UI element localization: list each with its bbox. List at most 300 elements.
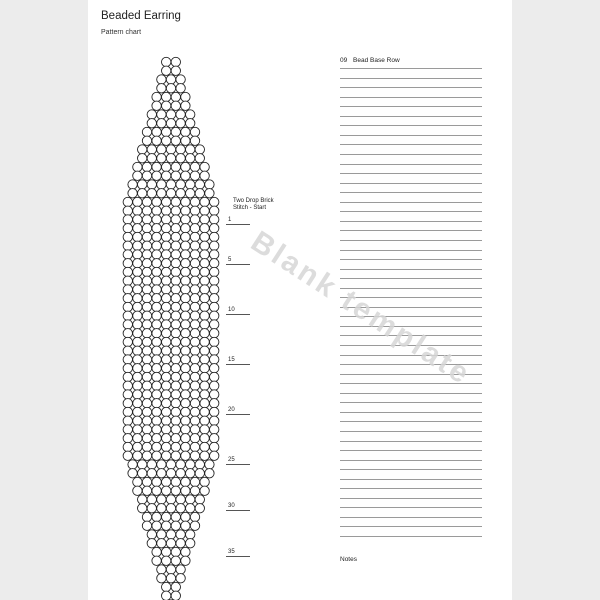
bead	[181, 162, 190, 171]
bead	[176, 539, 185, 548]
bead	[190, 259, 199, 268]
bead	[157, 75, 166, 84]
bead	[142, 512, 151, 521]
bead	[133, 171, 142, 180]
row-marker: 20	[226, 406, 250, 415]
bead	[123, 215, 132, 224]
bead	[210, 425, 219, 434]
bead	[162, 92, 171, 101]
bead	[133, 294, 142, 303]
bead	[162, 162, 171, 171]
bead	[162, 477, 171, 486]
writing-line	[340, 460, 482, 461]
bead	[171, 241, 180, 250]
bead	[171, 591, 180, 600]
row-marker: 1	[226, 216, 250, 225]
bead	[123, 250, 132, 259]
bead	[210, 337, 219, 346]
bead	[152, 224, 161, 233]
writing-line	[340, 164, 482, 165]
bead	[171, 92, 180, 101]
bead	[152, 320, 161, 329]
bead	[133, 416, 142, 425]
bead	[142, 346, 151, 355]
writing-line	[340, 144, 482, 145]
bead	[171, 521, 180, 530]
bead	[133, 434, 142, 443]
bead	[210, 320, 219, 329]
bead	[205, 460, 214, 469]
bead	[200, 329, 209, 338]
bead	[162, 320, 171, 329]
bead	[142, 241, 151, 250]
bead	[162, 250, 171, 259]
bead	[142, 416, 151, 425]
row-marker: 30	[226, 502, 250, 511]
bead	[171, 547, 180, 556]
bead	[190, 451, 199, 460]
bead	[171, 486, 180, 495]
bead	[200, 320, 209, 329]
bead	[133, 206, 142, 215]
bead	[147, 110, 156, 119]
bead	[162, 302, 171, 311]
bead	[186, 469, 195, 478]
bead	[181, 259, 190, 268]
bead	[200, 232, 209, 241]
bead	[171, 206, 180, 215]
bead	[133, 197, 142, 206]
bead	[181, 416, 190, 425]
bead	[142, 381, 151, 390]
bead	[142, 206, 151, 215]
bead	[181, 329, 190, 338]
bead	[190, 320, 199, 329]
bead	[142, 224, 151, 233]
bead	[171, 399, 180, 408]
bead	[123, 390, 132, 399]
bead	[142, 521, 151, 530]
bead	[133, 390, 142, 399]
bead	[152, 399, 161, 408]
bead	[190, 407, 199, 416]
bead	[133, 224, 142, 233]
bead	[157, 504, 166, 513]
bead	[152, 276, 161, 285]
bead	[171, 355, 180, 364]
writing-line	[340, 78, 482, 79]
bead	[171, 512, 180, 521]
writing-line	[340, 498, 482, 499]
writing-line	[340, 278, 482, 279]
bead	[162, 416, 171, 425]
writing-line	[340, 488, 482, 489]
bead	[157, 189, 166, 198]
writing-line	[340, 402, 482, 403]
page-title: Beaded Earring	[101, 10, 181, 22]
page-subtitle: Pattern chart	[101, 29, 142, 36]
row-marker: 35	[226, 548, 250, 557]
bead	[162, 197, 171, 206]
bead	[152, 250, 161, 259]
bead	[200, 477, 209, 486]
bead	[190, 127, 199, 136]
bead	[162, 285, 171, 294]
bead	[195, 495, 204, 504]
bead	[181, 451, 190, 460]
bead	[190, 512, 199, 521]
bead	[190, 399, 199, 408]
bead	[123, 259, 132, 268]
writing-line	[340, 259, 482, 260]
bead	[176, 110, 185, 119]
bead	[162, 407, 171, 416]
bead	[181, 92, 190, 101]
bead	[138, 460, 147, 469]
writing-line	[340, 221, 482, 222]
bead	[142, 337, 151, 346]
bead	[181, 425, 190, 434]
bead	[176, 180, 185, 189]
bead	[162, 346, 171, 355]
bead	[181, 364, 190, 373]
bead	[195, 189, 204, 198]
bead	[162, 294, 171, 303]
bead	[152, 267, 161, 276]
bead	[200, 294, 209, 303]
bead	[162, 486, 171, 495]
bead	[210, 399, 219, 408]
writing-line	[340, 479, 482, 480]
bead	[152, 434, 161, 443]
bead	[162, 547, 171, 556]
bead	[210, 416, 219, 425]
bead	[195, 154, 204, 163]
bead	[162, 57, 171, 66]
bead	[133, 285, 142, 294]
bead	[200, 206, 209, 215]
bead	[210, 442, 219, 451]
bead	[181, 224, 190, 233]
bead	[171, 57, 180, 66]
bead	[200, 346, 209, 355]
bead	[176, 145, 185, 154]
bead	[171, 582, 180, 591]
bead	[152, 372, 161, 381]
bead	[166, 504, 175, 513]
bead	[166, 84, 175, 93]
writing-line	[340, 441, 482, 442]
bead	[162, 136, 171, 145]
bead	[181, 127, 190, 136]
bead	[171, 416, 180, 425]
bead	[123, 372, 132, 381]
bead	[166, 145, 175, 154]
bead	[181, 197, 190, 206]
bead	[181, 512, 190, 521]
bead	[166, 495, 175, 504]
bead	[210, 267, 219, 276]
bead	[200, 337, 209, 346]
writing-line	[340, 192, 482, 193]
bead	[200, 276, 209, 285]
bead	[171, 66, 180, 75]
bead	[166, 530, 175, 539]
bead	[171, 337, 180, 346]
bead	[210, 407, 219, 416]
bead	[181, 285, 190, 294]
bead	[142, 486, 151, 495]
bead	[190, 355, 199, 364]
bead	[133, 337, 142, 346]
bead	[123, 442, 132, 451]
bead	[123, 320, 132, 329]
bead	[181, 294, 190, 303]
bead	[157, 565, 166, 574]
row-marker: 10	[226, 306, 250, 315]
bead	[133, 346, 142, 355]
bead	[176, 565, 185, 574]
watermark: Blank template	[245, 225, 478, 392]
bead	[181, 547, 190, 556]
bead	[205, 180, 214, 189]
bead	[157, 460, 166, 469]
bead	[166, 154, 175, 163]
bead	[142, 425, 151, 434]
bead	[186, 110, 195, 119]
bead	[142, 329, 151, 338]
bead	[181, 250, 190, 259]
bead	[157, 145, 166, 154]
bead	[210, 451, 219, 460]
bead	[190, 337, 199, 346]
bead	[195, 460, 204, 469]
bead	[176, 495, 185, 504]
bead	[152, 329, 161, 338]
bead	[166, 110, 175, 119]
bead	[210, 302, 219, 311]
bead	[133, 311, 142, 320]
bead	[133, 399, 142, 408]
bead	[162, 311, 171, 320]
bead	[200, 434, 209, 443]
bead	[142, 267, 151, 276]
bead	[190, 416, 199, 425]
writing-line	[340, 154, 482, 155]
bead	[210, 346, 219, 355]
writing-line	[340, 393, 482, 394]
bead	[200, 381, 209, 390]
bead	[186, 119, 195, 128]
bead	[181, 337, 190, 346]
bead	[200, 372, 209, 381]
bead	[171, 250, 180, 259]
bead	[190, 442, 199, 451]
bead	[190, 197, 199, 206]
bead	[152, 206, 161, 215]
bead	[162, 582, 171, 591]
bead	[171, 320, 180, 329]
bead	[210, 372, 219, 381]
writing-line	[340, 116, 482, 117]
bead	[133, 241, 142, 250]
bead	[166, 469, 175, 478]
bead	[200, 442, 209, 451]
bead	[171, 477, 180, 486]
bead	[171, 381, 180, 390]
bead	[133, 407, 142, 416]
bead	[200, 302, 209, 311]
bead	[123, 224, 132, 233]
bead	[171, 425, 180, 434]
bead	[176, 574, 185, 583]
bead	[190, 276, 199, 285]
bead	[152, 364, 161, 373]
bead	[152, 442, 161, 451]
writing-line	[340, 68, 482, 69]
bead	[176, 530, 185, 539]
bead	[190, 232, 199, 241]
bead	[128, 469, 137, 478]
bead	[123, 416, 132, 425]
bead	[123, 232, 132, 241]
bead	[166, 565, 175, 574]
bead	[181, 477, 190, 486]
bead	[147, 530, 156, 539]
bead	[210, 259, 219, 268]
bead	[190, 425, 199, 434]
bead	[195, 180, 204, 189]
writing-line	[340, 211, 482, 212]
bead	[142, 294, 151, 303]
bead	[200, 311, 209, 320]
bead	[142, 232, 151, 241]
bead	[176, 504, 185, 513]
bead	[123, 276, 132, 285]
bead	[157, 574, 166, 583]
bead	[200, 399, 209, 408]
bead	[147, 119, 156, 128]
bead	[210, 381, 219, 390]
bead	[171, 101, 180, 110]
bead	[200, 364, 209, 373]
bead	[181, 442, 190, 451]
bead	[152, 127, 161, 136]
bead	[152, 232, 161, 241]
bead	[152, 197, 161, 206]
bead	[171, 136, 180, 145]
bead	[171, 276, 180, 285]
bead	[181, 215, 190, 224]
bead	[181, 434, 190, 443]
bead	[190, 434, 199, 443]
bead	[123, 346, 132, 355]
bead	[200, 390, 209, 399]
bead	[181, 101, 190, 110]
bead	[142, 162, 151, 171]
bead	[210, 250, 219, 259]
writing-line	[340, 202, 482, 203]
bead	[138, 180, 147, 189]
writing-line	[340, 450, 482, 451]
bead	[200, 407, 209, 416]
bead	[142, 355, 151, 364]
bead	[157, 84, 166, 93]
bead	[142, 136, 151, 145]
bead	[133, 477, 142, 486]
bead	[176, 154, 185, 163]
bead	[210, 232, 219, 241]
bead	[190, 250, 199, 259]
bead	[210, 311, 219, 320]
bead	[123, 294, 132, 303]
bead	[186, 189, 195, 198]
bead	[162, 127, 171, 136]
bead	[190, 311, 199, 320]
bead	[200, 425, 209, 434]
bead	[210, 206, 219, 215]
bead	[142, 390, 151, 399]
bead	[210, 294, 219, 303]
bead	[142, 276, 151, 285]
bead	[142, 285, 151, 294]
bead	[123, 302, 132, 311]
bead	[171, 171, 180, 180]
bead	[147, 154, 156, 163]
bead	[142, 127, 151, 136]
bead	[152, 302, 161, 311]
bead	[133, 486, 142, 495]
writing-line	[340, 173, 482, 174]
bead	[176, 75, 185, 84]
bead	[152, 477, 161, 486]
notes-label: Notes	[340, 556, 357, 563]
bead	[142, 171, 151, 180]
bead	[152, 451, 161, 460]
bead	[142, 477, 151, 486]
bead	[181, 346, 190, 355]
writing-line	[340, 106, 482, 107]
bead	[190, 171, 199, 180]
bead	[147, 189, 156, 198]
bead	[142, 215, 151, 224]
bead	[171, 556, 180, 565]
bead	[162, 66, 171, 75]
bead	[152, 171, 161, 180]
pattern-sheet	[88, 0, 512, 600]
row-marker: 25	[226, 456, 250, 465]
bead	[123, 407, 132, 416]
bead	[152, 337, 161, 346]
bead	[166, 189, 175, 198]
bead	[138, 504, 147, 513]
bead	[142, 434, 151, 443]
bead	[162, 241, 171, 250]
bead	[123, 267, 132, 276]
bead	[162, 390, 171, 399]
bead	[128, 180, 137, 189]
bead	[166, 180, 175, 189]
bead	[133, 259, 142, 268]
writing-line	[340, 469, 482, 470]
bead	[190, 285, 199, 294]
bead	[162, 215, 171, 224]
bead	[210, 197, 219, 206]
bead	[210, 215, 219, 224]
bead	[200, 224, 209, 233]
start-label-line1: Two Drop Brick	[233, 198, 274, 204]
bead	[123, 311, 132, 320]
